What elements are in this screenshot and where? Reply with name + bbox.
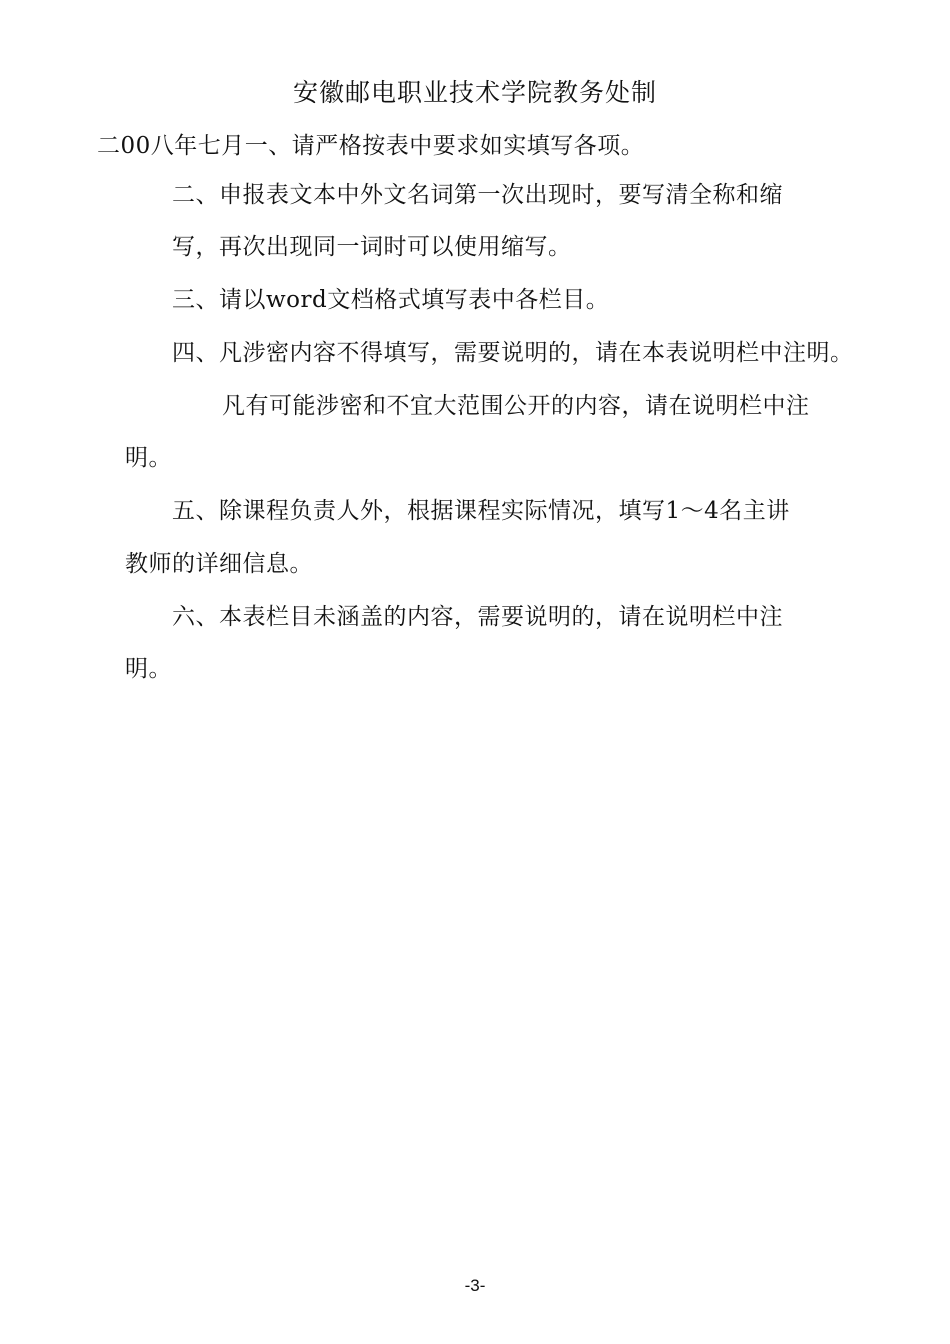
instruction-6-line-1: 六、本表栏目未涵盖的内容，需要说明的，请在说明栏中注: [172, 604, 783, 630]
page-number: -3-: [464, 1276, 486, 1295]
instruction-6-line-2: 明。: [125, 656, 172, 682]
date-and-instruction-1: 二00八年七月一、请严格按表中要求如实填写各项。: [97, 133, 645, 159]
instruction-5-line-1: 五、除课程负责人外，根据课程实际情况，填写1〜4名主讲: [172, 498, 790, 524]
instruction-5-line-2: 教师的详细信息。: [125, 551, 313, 577]
instruction-3: 三、请以word文档格式填写表中各栏目。: [172, 287, 610, 313]
instruction-4-line-3: 明。: [125, 445, 172, 471]
instruction-4-line-2: 凡有可能涉密和不宜大范围公开的内容，请在说明栏中注: [222, 393, 810, 419]
instruction-4-line-1: 四、凡涉密内容不得填写，需要说明的，请在本表说明栏中注明。: [172, 340, 854, 366]
document-title: 安徽邮电职业技术学院教务处制: [292, 78, 657, 107]
instruction-2-line-1: 二、申报表文本中外文名词第一次出现时，要写清全称和缩: [172, 182, 783, 208]
instruction-2-line-2: 写，再次出现同一词时可以使用缩写。: [172, 234, 572, 260]
